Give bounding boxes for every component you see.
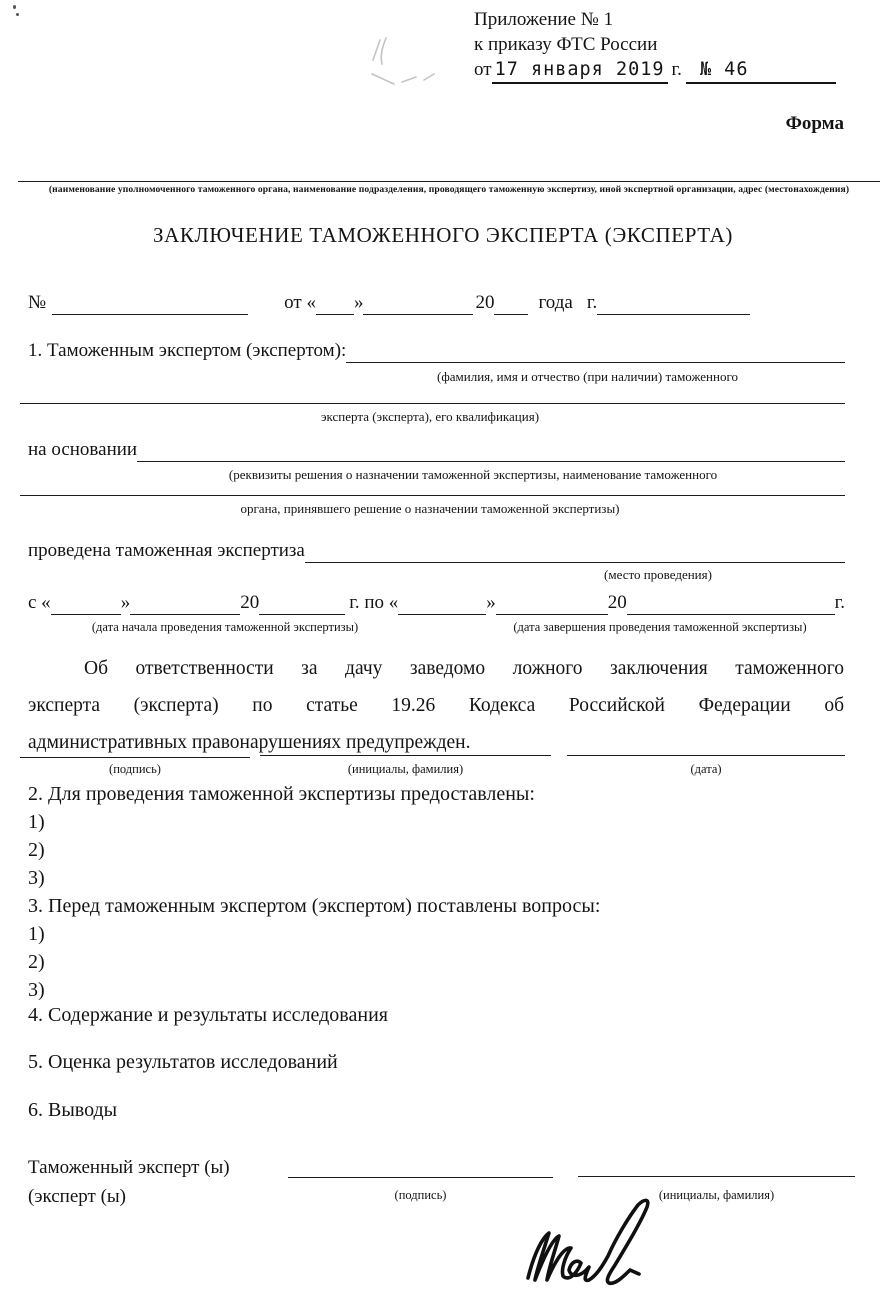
goda-label: года — [538, 292, 573, 313]
month-blank — [363, 294, 473, 315]
section3-label: 3. Перед таможенным экспертом (экспертом) поставлены вопросы: — [28, 895, 601, 917]
section5-label: 5. Оценка результатов исследований — [28, 1051, 338, 1073]
city-blank — [597, 294, 750, 315]
warning-paragraph — [28, 650, 844, 761]
warning-line3: административных правонарушениях предупрежден. — [28, 732, 471, 753]
footer-expert-label2: (эксперт (ы) — [28, 1186, 126, 1207]
section1-caption1: (фамилия, имя и отчество (при наличии) таможенного — [437, 369, 738, 384]
ack-name-caption: (инициалы, фамилия) — [347, 762, 464, 776]
section2-item-3: 3) — [28, 867, 45, 889]
handwritten-signature — [518, 1196, 668, 1296]
end-year-prefix: 20 — [607, 592, 627, 613]
forma-label: Форма — [785, 113, 844, 134]
end-year-blank — [627, 594, 835, 615]
basis-row — [28, 438, 845, 462]
ack-date-caption: (дата) — [690, 762, 722, 776]
annex-line1: Приложение № 1 — [474, 9, 614, 30]
section2-item-1: 1) — [28, 811, 45, 833]
ack-signature-caption: (подпись) — [109, 762, 161, 776]
g-po-label: г. по « — [349, 592, 399, 613]
start-year-blank — [259, 594, 345, 615]
org-rule — [18, 181, 880, 182]
org-caption: (наименование уполномоченного таможенного органа, наименование подразделения, проводящего таможенную экспертизу, иной экспертной организации, адрес (местонахождения) — [48, 184, 850, 195]
annex-g: г. — [671, 59, 682, 80]
date-end-caption: (дата завершения проведения таможенной экспертизы) — [513, 620, 807, 634]
basis-blank — [137, 441, 845, 462]
section1-label: 1. Таможенным экспертом (экспертом): — [28, 340, 347, 361]
basis-caption2: органа, принявшего решение о назначении таможенной экспертизы) — [240, 501, 620, 516]
start-month-blank — [130, 594, 240, 615]
basis-caption1: (реквизиты решения о назначении таможенной экспертизы, наименование таможенного — [228, 467, 718, 482]
dates-row — [28, 591, 845, 615]
ack-signature-blank — [20, 757, 250, 758]
end-month-blank — [496, 594, 608, 615]
footer-signature-caption: (подпись) — [394, 1188, 447, 1202]
section1-caption2: эксперта (эксперта), его квалификация) — [320, 409, 540, 424]
section3-item-1: 1) — [28, 923, 45, 945]
section6-label: 6. Выводы — [28, 1099, 118, 1121]
pencil-scribble-artifact — [358, 34, 442, 96]
number-sign: № — [28, 292, 47, 313]
end-g-label: г. — [834, 592, 845, 613]
basis-rule — [20, 495, 845, 496]
section1-row — [28, 339, 845, 363]
footer-name-blank — [578, 1176, 855, 1177]
day-blank — [316, 294, 354, 315]
ot-open-quote: от « — [284, 292, 316, 313]
warning-line2: эксперта (эксперта) по статье 19.26 Кодекса Российской Федерации об — [28, 695, 844, 716]
number-blank — [52, 294, 248, 315]
conducted-blank — [305, 542, 845, 563]
city-prefix: г. — [586, 292, 598, 313]
date-end-close: » — [486, 592, 496, 613]
section2-label: 2. Для проведения таможенной экспертизы предоставлены: — [28, 783, 535, 805]
annex-ot: от — [474, 59, 492, 80]
scan-artifact — [13, 5, 16, 9]
conducted-row — [28, 539, 845, 563]
date-start-open: с « — [28, 592, 51, 613]
section3-item-3: 3) — [28, 979, 45, 1001]
year-blank — [494, 294, 528, 315]
start-year-prefix: 20 — [240, 592, 260, 613]
annex-typed-date: 17 января 2019 — [492, 57, 668, 84]
footer-expert-label1: Таможенный эксперт (ы) — [28, 1157, 230, 1178]
annex-line3 — [474, 57, 836, 84]
section1-blank — [346, 342, 845, 363]
date-start-caption: (дата начала проведения таможенной экспертизы) — [91, 620, 359, 634]
section2-item-2: 2) — [28, 839, 45, 861]
place-caption: (место проведения) — [604, 567, 712, 582]
document-title: ЗАКЛЮЧЕНИЕ ТАМОЖЕННОГО ЭКСПЕРТА (ЭКСПЕРТА) — [153, 223, 733, 247]
annex-line2: к приказу ФТС России — [474, 34, 658, 55]
ack-date-blank — [567, 755, 845, 756]
footer-name-caption: (инициалы, фамилия) — [658, 1188, 775, 1202]
date-start-close: » — [120, 592, 131, 613]
annex-block — [474, 7, 836, 84]
section1-rule — [20, 403, 845, 404]
section4-label: 4. Содержание и результаты исследования — [28, 1004, 388, 1026]
close-quote: » — [353, 292, 364, 313]
start-day-blank — [51, 594, 121, 615]
section3-item-2: 2) — [28, 951, 45, 973]
conducted-label: проведена таможенная экспертиза — [28, 540, 305, 561]
year-prefix: 20 — [475, 292, 495, 313]
annex-typed-number: № 46 — [699, 59, 749, 80]
footer-signature-blank — [288, 1177, 553, 1178]
warning-line1: Об ответственности за дачу заведомо ложного заключения таможенного — [84, 658, 844, 679]
number-row — [28, 291, 750, 315]
end-day-blank — [398, 594, 486, 615]
ack-name-blank — [260, 755, 551, 756]
scan-artifact — [16, 13, 19, 16]
basis-label: на основании — [28, 439, 138, 460]
